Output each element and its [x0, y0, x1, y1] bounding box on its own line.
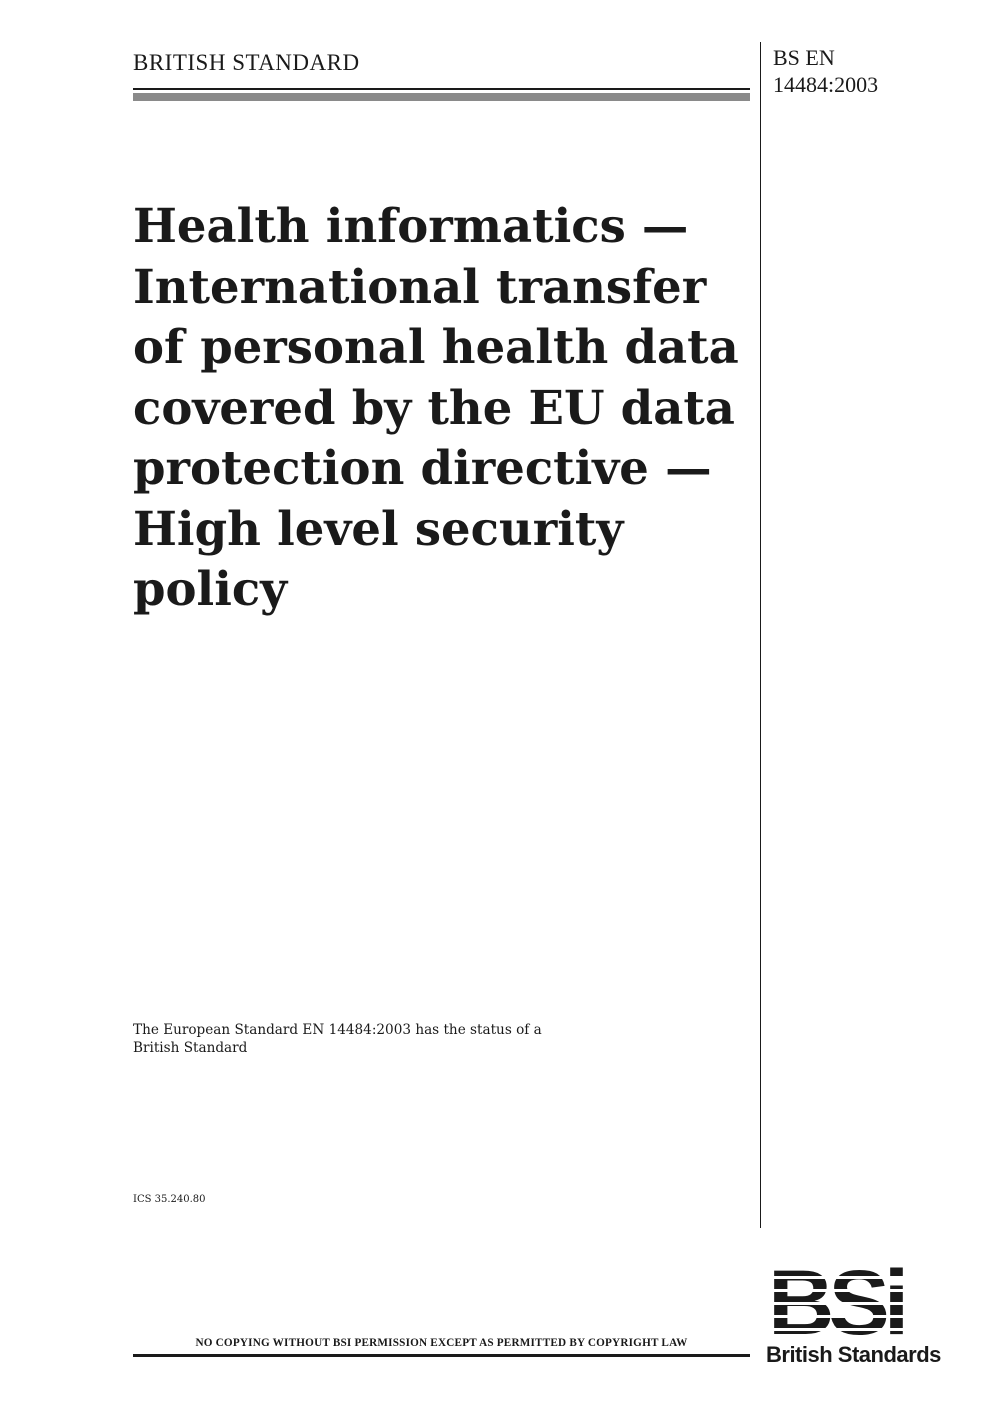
- title-line: International transfer: [133, 258, 707, 314]
- document-title: [133, 196, 753, 620]
- status-line: British Standard: [133, 1040, 248, 1056]
- standard-number-line-2: 14484:2003: [773, 72, 879, 97]
- header-rule-thin: [133, 88, 750, 90]
- bsi-logo-caption: British Standards: [766, 1342, 941, 1367]
- vertical-divider: [760, 42, 761, 1228]
- title-line: protection directive —: [133, 440, 712, 495]
- standard-number: [773, 44, 973, 98]
- copyright-notice: NO COPYING WITHOUT BSI PERMISSION EXCEPT AS PERMITTED BY COPYRIGHT LAW: [195, 1337, 688, 1349]
- status-line: The European Standard EN 14484:2003 has the status of a: [133, 1022, 542, 1038]
- status-statement: [133, 1021, 653, 1057]
- title-line: High level security: [133, 500, 624, 556]
- ics-code: ICS 35.240.80: [133, 1194, 206, 1205]
- title-line: of personal health data: [133, 319, 739, 374]
- standard-number-line-1: BS EN: [773, 45, 835, 70]
- footer-rule: [133, 1354, 750, 1357]
- title-line: Health informatics —: [133, 198, 689, 253]
- header-rule-thick: [133, 93, 750, 101]
- title-line: policy: [133, 561, 288, 616]
- title-line: covered by the EU data: [133, 379, 735, 435]
- document-series-label: BRITISH STANDARD: [133, 50, 360, 75]
